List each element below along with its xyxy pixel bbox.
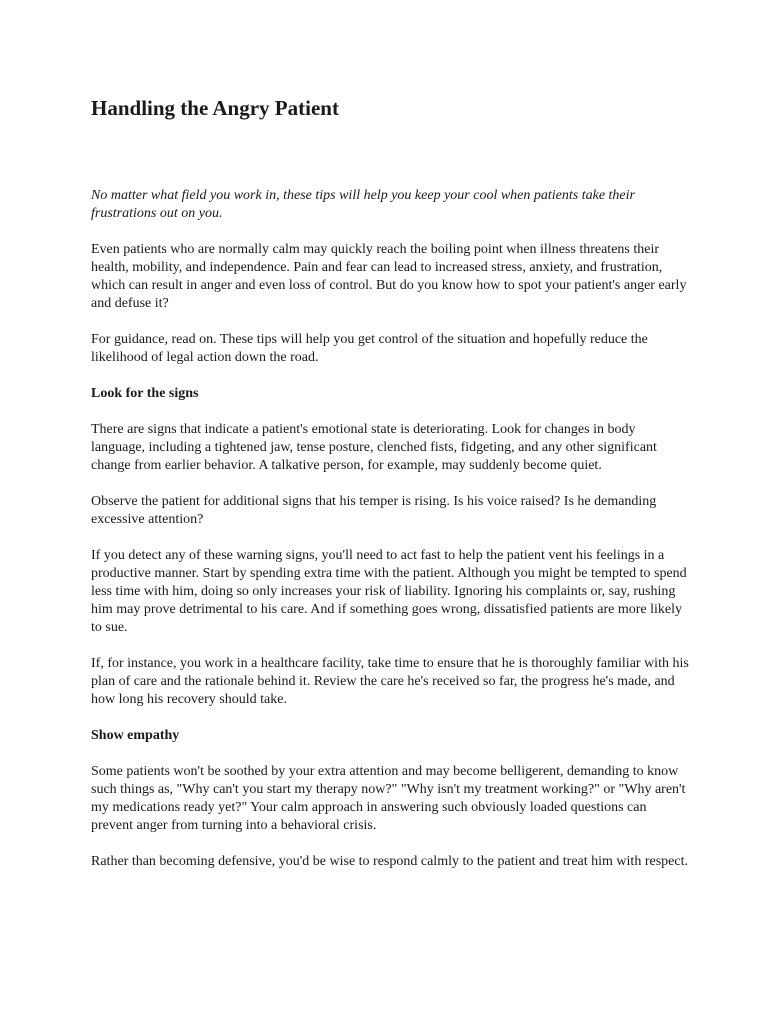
paragraph: If you detect any of these warning signs, you'll need to act fast to help the patient vent his feelings in a productive manner. Start by spending extra time with the patient. Although you might be tempted to spend less time with him, doing so only increases your risk of liability. Ignoring his complaints or, say, rushing him may prove detrimental to his care. And if something goes wrong, dissatisfied patients are more likely to sue.: [91, 548, 687, 635]
paragraph: Observe the patient for additional signs that his temper is rising. Is his voice raised? Is he demanding excessive attention?: [91, 494, 657, 527]
document-title: Handling the Angry Patient: [91, 96, 339, 120]
paragraph: Rather than becoming defensive, you'd be wise to respond calmly to the patient and treat him with respect.: [91, 854, 688, 869]
paragraph: For guidance, read on. These tips will help you get control of the situation and hopefully reduce the likelihood of legal action down the road.: [91, 332, 648, 365]
document-body: [91, 187, 691, 889]
section-heading-look-for-signs: Look for the signs: [91, 386, 199, 401]
intro-paragraph: No matter what field you work in, these tips will help you keep your cool when patients take their frustrations out on you.: [91, 188, 635, 221]
section-heading-show-empathy: Show empathy: [91, 728, 180, 743]
paragraph: Even patients who are normally calm may quickly reach the boiling point when illness threatens their health, mobility, and independence. Pain and fear can lead to increased stress, anxiety, and frustration, which can result in anger and even loss of control. But do you know how to spot your patient's anger early and defuse it?: [91, 242, 687, 311]
paragraph: Some patients won't be soothed by your extra attention and may become belligerent, demanding to know such things as, "Why can't you start my therapy now?" "Why isn't my treatment working?" or "Why aren't my medications ready yet?" Your calm approach in answering such obviously loaded questions can prevent anger from turning into a behavioral crisis.: [91, 764, 686, 833]
paragraph: If, for instance, you work in a healthcare facility, take time to ensure that he is thoroughly familiar with his plan of care and the rationale behind it. Review the care he's received so far, the progress he's made, and how long his recovery should take.: [91, 656, 689, 707]
paragraph: There are signs that indicate a patient's emotional state is deteriorating. Look for changes in body language, including a tightened jaw, tense posture, clenched fists, fidgeting, and any other significant change from earlier behavior. A talkative person, for example, may suddenly become quiet.: [91, 422, 657, 473]
